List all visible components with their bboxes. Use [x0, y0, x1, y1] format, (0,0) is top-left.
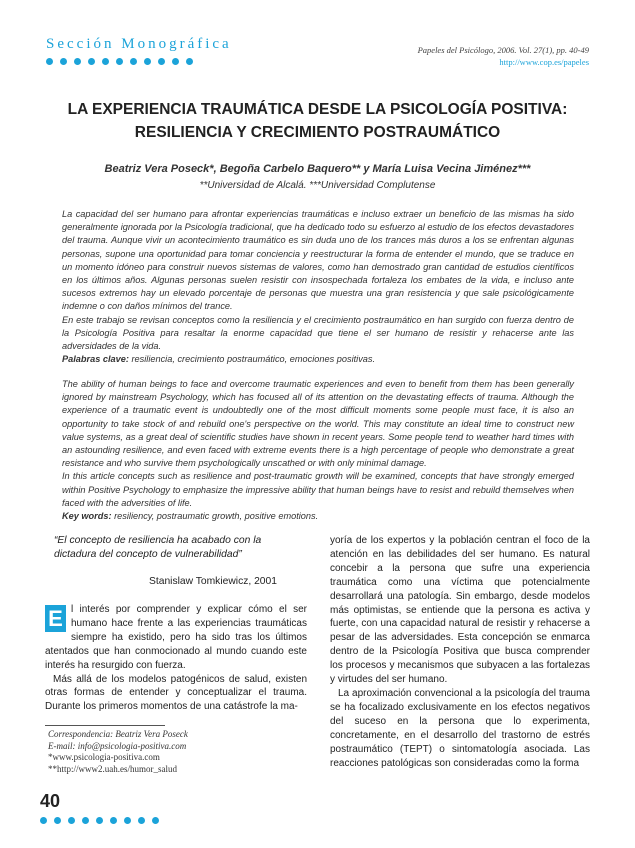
footnote-correspondence: Correspondencia: Beatriz Vera Poseck	[48, 729, 188, 739]
epigraph-quote: “El concepto de resiliencia ha acabado con la dictadura del concepto de vulnerabilidad”	[54, 535, 262, 560]
journal-info	[418, 44, 589, 68]
body-left-p1	[45, 603, 307, 673]
dot	[40, 817, 47, 824]
dot	[68, 817, 75, 824]
dot	[186, 58, 193, 65]
authors: Beatriz Vera Poseck*, Begoña Carbelo Baquero** y María Luisa Vecina Jiménez***	[104, 163, 531, 175]
dot	[102, 58, 109, 65]
page-number: 40	[40, 791, 61, 811]
footnote-web1[interactable]: *www.psicologia-positiva.com	[48, 752, 160, 762]
dot	[96, 817, 103, 824]
dot	[144, 58, 151, 65]
epigraph-author: Stanislaw Tomkiewicz, 2001	[148, 576, 277, 587]
dot	[138, 817, 145, 824]
dot	[124, 817, 131, 824]
section-label: Sección Monográfica	[46, 36, 232, 52]
dot	[110, 817, 117, 824]
dot	[116, 58, 123, 65]
abstract-english	[62, 378, 574, 523]
dot	[74, 58, 81, 65]
dot	[60, 58, 67, 65]
abstract-en-p2: In this article concepts such as resilience and post-traumatic growth will be examined, concepts that have strongly emerged within Positive Psychology to emphasize the impressive ability that human beings have to resist and rebuild themselves when faced with the adversities of life.	[62, 471, 574, 508]
body-left-p2: Más allá de los modelos patogénicos de salud, existen otras formas de entender y conceptualizar el trauma. Durante los primeros momentos de una catástrofe la ma-	[45, 673, 307, 713]
dot	[158, 58, 165, 65]
abstract-es-p2: En este trabajo se revisan conceptos como la resiliencia y el crecimiento postraumático en han surgido con fuerza dentro de la Psicología Positiva para resaltar la enorme capacidad que tiene el ser humano de resistir y rehacerse ante las adversidades de la vida.	[62, 314, 574, 352]
footnote-email[interactable]: E-mail: info@psicologia-positiva.com	[48, 740, 187, 751]
body-right-p2: La aproximación convencional a la psicología del trauma se ha focalizado exclusivamente en los efectos negativos del suceso en la persona que lo experimenta, concretamente, en el desarrollo del trastorno de estrés postraumático (TEPT) o sintomatología asociada. Las reacciones patológicas son consideradas como la forma	[330, 687, 590, 769]
body-left-p1-text: l interés por comprender y explicar cómo el ser humano hace frente a las experiencias traumáticas siempre ha existido, pero ha sido tras los últimos atentados que han conmocionado al mundo cuando este interés ha resurgido con fuerza.	[45, 604, 307, 671]
dot	[54, 817, 61, 824]
abstract-es-p1: La capacidad del ser humano para afrontar experiencias traumáticas e incluso extraer un beneficio de las mismas ha sido generalmente ignorada por la Psicología tradicional, que ha dedicado todo su esfuerzo al estudio de los efectos devastadores del trauma. Aunque vivir un acontecimiento traumático es sin duda uno de los trances más duros a los se enfrentan algunas personas, supone una oportunidad para tomar conciencia y reestructurar la forma de entender el mundo, que se traduce en un momento idóneo para construir nuevos sistemas de valores, como han demostrado gran cantidad de estudios científicos en los últimos años. Algunas personas suelen resistir con insospechada fortaleza los embates de la vida, e incluso ante sucesos extremos hay un elevado porcentaje de personas que muestra una gran resistencia y que sale psicológicamente indemne o con daños mínimos del trance.	[62, 209, 574, 312]
footer-dots	[40, 817, 159, 824]
abstract-spanish	[62, 208, 574, 366]
dot	[46, 58, 53, 65]
keywords-es-text: resiliencia, crecimiento postraumático, emociones positivas.	[131, 354, 376, 365]
article-title	[40, 98, 595, 144]
affiliations: **Universidad de Alcalá. ***Universidad Complutense	[199, 180, 436, 191]
keywords-es	[62, 353, 574, 366]
keywords-en-label: Key words:	[62, 511, 112, 522]
keywords-es-label: Palabras clave:	[62, 354, 129, 365]
dot	[152, 817, 159, 824]
title-line-1: LA EXPERIENCIA TRAUMÁTICA DESDE LA PSICOLOGÍA POSITIVA:	[67, 101, 568, 118]
body-right-p1: yoría de los expertos y la población centran el foco de la atención en las debilidades del ser humano. Es natural concebir a la persona que sufre una experiencia traumática como una víctima que potencialmente desarrollará una patología. Sin embargo, desde modelos más optimistas, se entiende que la persona es activa y fuerte, con una capacidad natural de resistir y rehacerse a pesar de las adversidades. Esta concepción se enmarca dentro de la Psicología Positiva que busca comprender los procesos y mecanismos que subyacen a las fortalezas y virtudes del ser humano.	[330, 535, 590, 686]
journal-url[interactable]: http://www.cop.es/papeles	[499, 57, 589, 67]
body-left-column	[45, 603, 307, 714]
section-dots	[46, 58, 193, 65]
footnote-rule	[45, 725, 165, 726]
title-line-2: RESILIENCIA Y CRECIMIENTO POSTRAUMÁTICO	[134, 124, 501, 141]
keywords-en	[62, 510, 574, 523]
dropcap: E	[45, 605, 66, 632]
dot	[88, 58, 95, 65]
keywords-en-text: resiliency, postraumatic growth, positive emotions.	[114, 511, 319, 522]
dot	[130, 58, 137, 65]
dot	[172, 58, 179, 65]
body-right-column	[330, 534, 590, 770]
footnotes	[48, 729, 188, 775]
abstract-en-p1: The ability of human beings to face and overcome traumatic experiences and even to benefit from them has been generally ignored by mainstream Psychology, which has focused all of its attention on the devastating effects of trauma. Although the experience of a traumatic event is undoubtedly one of the most difficult moments some people must face, it is also an opportunity to take stock of and rebuild one's perspective on the world. This may constitute an ideal time to construct new value systems, as a great deal of scientific studies have shown in recent years. Some people tend to weather hard times with an astounding resilience, and even faced with extreme events there is a high percentage of people who demonstrate a great resistance and who survive them psychologically unscathed or with only minimal damage.	[62, 379, 574, 469]
journal-citation: Papeles del Psicólogo, 2006. Vol. 27(1), pp. 40-49	[417, 45, 589, 55]
dot	[82, 817, 89, 824]
footnote-web2[interactable]: **http://www2.uah.es/humor_salud	[48, 763, 177, 774]
